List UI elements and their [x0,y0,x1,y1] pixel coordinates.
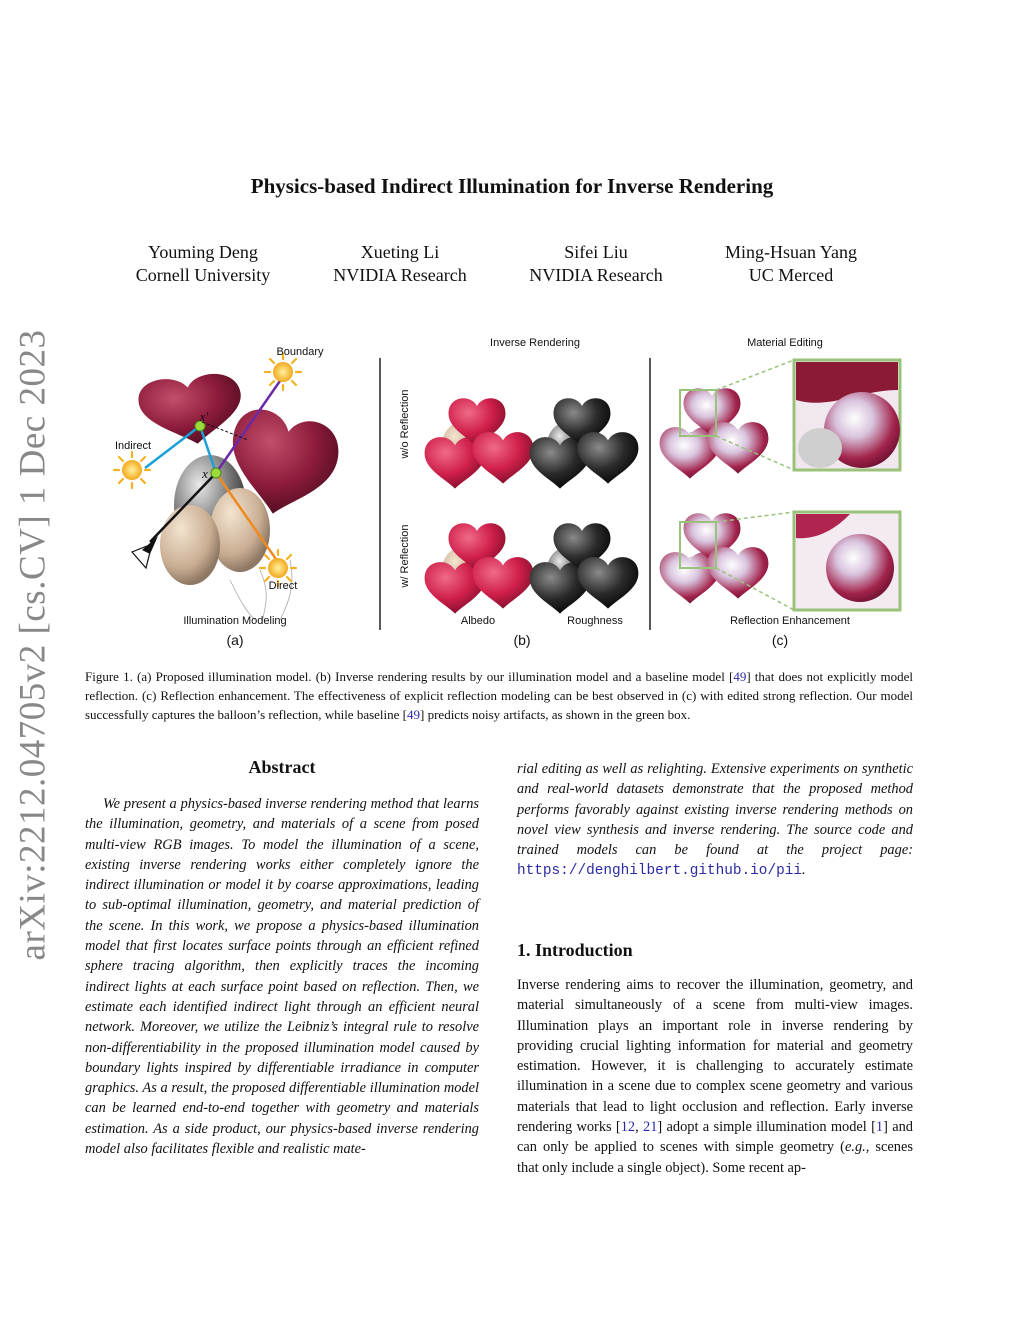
intro-sep: , [635,1119,644,1136]
intro-text-part: ] and can only be applied to scenes with simple geometry ( [517,1119,913,1156]
project-url-link[interactable]: https://denghilbert.github.io/pii [517,863,802,880]
caption-text: ] predicts noisy artifacts, as shown in the green box. [420,707,691,722]
citation-link[interactable]: 12 [620,1119,636,1136]
label-direct: Direct [268,580,298,592]
author-block [290,241,510,287]
intro-text-part: Inverse rendering aims to recover the illumination, geometry, and material simultaneously of a scene from multi-view images. Illumination plays an important role in inverse rendering by providing crucial lighting information for material and geometry estimation. However, it is challenging to accurately estimate illumination in a scene due to complex scene geometry and various materials that lead to light occlusion and reflection. Early inverse rendering works [ [517,977,913,1136]
author-block [93,241,313,287]
panel-c-tag: (c) [771,632,789,648]
author-name: Ming-Hsuan Yang [724,242,857,262]
panel-b-heading: Inverse Rendering [490,337,580,349]
intro-eg: e.g. [844,1139,866,1156]
author-name: Sifei Liu [564,242,628,262]
panel-b-row2: w/ Reflection [399,524,411,588]
author-block [486,241,706,287]
author-block [681,241,901,287]
abstract-text: rial editing as well as relighting. Extensive experiments on synthetic and real-world datasets demonstrate that the proposed method performs favorably against existing inverse rendering methods on novel view synthesis and inverse rendering. The source code and trained models can be found at the project page: [517,761,913,859]
intro-text [517,975,913,1178]
citation-link[interactable]: 1 [875,1119,884,1136]
panel-b-albedo: Albedo [460,615,496,627]
intro-heading: 1. Introduction [517,940,633,960]
panel-c-heading: Material Editing [747,337,823,349]
citation-link[interactable]: 21 [643,1119,658,1136]
citation-link[interactable]: 49 [733,669,747,684]
panel-b-images [425,398,639,613]
arxiv-stamp [8,329,58,961]
author-name: Xueting Li [360,242,440,262]
panel-c-name: Reflection Enhancement [730,615,850,627]
intro-text-part: , scenes that only include a single object). Some recent ap- [517,1139,913,1176]
panel-c-images [660,360,900,610]
author-name: Youming Deng [148,242,258,262]
figure-1-graphic [90,330,920,660]
label-indirect: Indirect [114,440,152,452]
label-x-prime: x' [199,409,209,424]
citation-link[interactable]: 49 [407,707,421,722]
caption-text: Figure 1. (a) Proposed illumination model. (b) Inverse rendering results by our illumination model and a baseline model [ [85,669,734,684]
caption-text: ] that does not explicitly model reflection. (c) Reflection enhancement. The effectiveness of explicit reflection modeling can be best observed in (c) with edited strong reflection. Our model successfully captures the balloon’s reflection, while baseline [ [85,669,914,722]
abstract-end: . [801,862,806,879]
label-x: x [202,466,208,481]
intro-text-part: ] adopt a simple illumination model [ [657,1119,876,1136]
abstract-text-left: We present a physics-based inverse rendering method that learns the illumination, geometry, and materials of a scene from posed multi-view RGB images. To model the illumination of a scene, existing inverse rendering works either completely ignore the indirect illumination or model it by coarse approximations, leading to sub-optimal illumination, geometry, and material prediction of the scene. In this work, we propose a physics-based illumination model that first locates surface points through an efficient refined sphere tracing algorithm, then explicitly traces the incoming indirect lights at each surface point based on reflection. Then, we estimate each identified indirect light through an efficient neural network. Moreover, we utilize the Leibniz’s integral rule to resolve non-differentiability in the proposed illumination model caused by boundary lights inspired by differentiable irradiance in computer graphics. As a result, the proposed differentiable illumination model can be learned end-to-end together with geometry and materials estimation. As a side product, our physics-based inverse rendering model also facilitates flexible and realistic mate- [85,796,479,1158]
label-boundary: Boundary [276,346,324,358]
panel-a-tag: (a) [226,632,244,648]
author-affiliation: NVIDIA Research [333,265,467,285]
abstract-heading: Abstract [248,757,316,777]
arxiv-id: arXiv:2212.04705v2 [cs.CV] 1 Dec 2023 [12,329,54,961]
panel-b-tag: (b) [513,632,531,648]
author-affiliation: UC Merced [748,265,834,285]
panel-a-illustration [114,354,344,622]
abstract-text-right [517,759,913,882]
panel-b-row1: w/o Reflection [399,389,411,459]
author-affiliation: NVIDIA Research [529,265,663,285]
panel-a-name: Illumination Modeling [183,615,287,627]
figure-caption [85,667,913,724]
figure-1 [90,330,920,660]
author-affiliation: Cornell University [135,265,271,285]
panel-b-roughness: Roughness [567,615,623,627]
paper-title: Physics-based Indirect Illumination for Inverse Rendering [250,174,774,198]
